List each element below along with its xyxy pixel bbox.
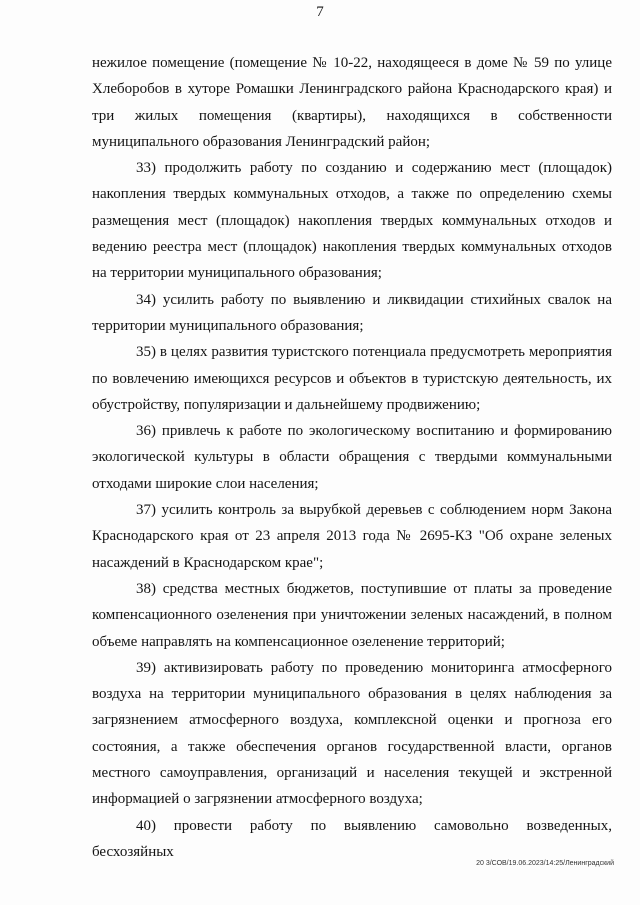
footer-stamp: 20 3/СОВ/19.06.2023/14:25/Ленинградский (476, 860, 614, 867)
paragraph-item-38: 38) средства местных бюджетов, поступившие от платы за проведение компенсационного озеленения при уничтожении зеленых насаждений, в полном объеме направлять на компенсационное озеленение территорий; (92, 580, 612, 650)
paragraph-continuation: нежилое помещение (помещение № 10-22, находящееся в доме № 59 по улице Хлеборобов в хуторе Ромашки Ленинградского района Краснодарского края) и три жилых помещения (квартиры), находящихся в собственности муниципального образования Ленинградский район; (92, 55, 612, 150)
paragraph-item-33: 33) продолжить работу по созданию и содержанию мест (площадок) накопления твердых коммунальных отходов, а также по определению схемы размещения мест (площадок) накопления твердых коммунальных отходов и ведению реестра мест (площадок) накопления твердых коммунальных отходов на территории муниципального образования; (92, 160, 612, 282)
page-number: 7 (316, 4, 324, 20)
paragraph-item-37: 37) усилить контроль за вырубкой деревьев с соблюдением норм Закона Краснодарского края от 23 апреля 2013 года № 2695-КЗ "Об охране зеленых насаждений в Краснодарском крае"; (92, 502, 612, 571)
paragraph-item-35: 35) в целях развития туристского потенциала предусмотреть мероприятия по вовлечению имеющихся ресурсов и объектов в туристскую деятельность, их обустройству, популяризации и дальнейшему продвижению; (92, 344, 612, 413)
body-text (92, 50, 612, 865)
paragraph-item-36: 36) привлечь к работе по экологическому воспитанию и формированию экологической культуры в области обращения с твердыми коммунальными отходами широкие слои населения; (92, 423, 612, 492)
paragraph-item-40: 40) провести работу по выявлению самовольно возведенных, бесхозяйных (92, 817, 612, 860)
paragraph-item-39: 39) активизировать работу по проведению мониторинга атмосферного воздуха на территории муниципального образования в целях наблюдения за загрязнением атмосферного воздуха, комплексной оценки и прогноза его состояния, а также обеспечения органов государственной власти, органов местного самоуправления, организаций и населения текущей и экстренной информацией о загрязнении атмосферного воздуха; (92, 659, 612, 808)
paragraph-item-34: 34) усилить работу по выявлению и ликвидации стихийных свалок на территории муниципального образования; (92, 291, 612, 334)
